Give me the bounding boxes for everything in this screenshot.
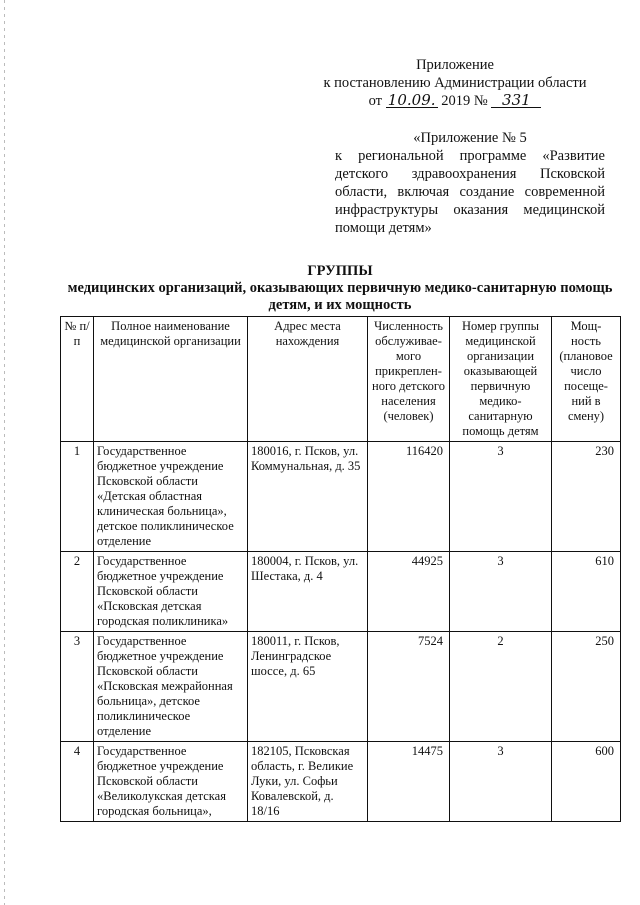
row-group: 3: [450, 742, 552, 822]
table-row: [61, 632, 621, 742]
table-row: [61, 742, 621, 822]
row-capacity: 230: [552, 442, 621, 552]
row-num: 2: [61, 552, 94, 632]
row-num: 4: [61, 742, 94, 822]
table-row: [61, 442, 621, 552]
row-address: 182105, Псковская область, г. Великие Луки, ул. Софьи Ковалевской, д. 18/16: [248, 742, 368, 822]
row-population: 116420: [368, 442, 450, 552]
row-address: 180011, г. Псков, Ленинградское шоссе, д. 65: [248, 632, 368, 742]
row-population: 14475: [368, 742, 450, 822]
row-group: 2: [450, 632, 552, 742]
row-num: 1: [61, 442, 94, 552]
groups-table: [60, 316, 621, 822]
header-address: Адрес места нахождения: [248, 317, 368, 442]
approval-date-line: [305, 92, 605, 110]
from-prefix: от: [368, 93, 383, 109]
table-row: [61, 552, 621, 632]
row-population: 44925: [368, 552, 450, 632]
title-line-2: медицинских организаций, оказывающих первичную медико-санитарную помощь детям, и их мощность: [67, 280, 613, 313]
row-address: 180016, г. Псков, ул. Коммунальная, д. 35: [248, 442, 368, 552]
page-edge: [4, 0, 5, 905]
title-line-1: ГРУППЫ: [307, 263, 373, 279]
handwritten-number: 331: [491, 93, 541, 108]
document-title: [60, 263, 620, 314]
row-capacity: 250: [552, 632, 621, 742]
approval-block: [305, 56, 605, 110]
row-name: Государственное бюджетное учреждение Псковской области «Великолукская детская городская больница»,: [94, 742, 248, 822]
row-name: Государственное бюджетное учреждение Псковской области «Детская областная клиническая больница», детское поликлиническое отделение: [94, 442, 248, 552]
header-capacity: Мощ- ность (плановое число посеще- ний в смену): [552, 317, 621, 442]
row-capacity: 600: [552, 742, 621, 822]
row-num: 3: [61, 632, 94, 742]
handwritten-date: 10.09.: [386, 93, 438, 108]
approval-line-2: к постановлению Администрации области: [323, 75, 587, 91]
year-text: 2019 №: [441, 93, 488, 109]
row-capacity: 610: [552, 552, 621, 632]
annex-block: [335, 129, 605, 237]
annex-body: к региональной программе «Развитие детского здравоохранения Псковской области, включая создание современной инфраструктуры оказания медицинской помощи детям»: [335, 148, 605, 236]
approval-line-1: Приложение: [416, 57, 494, 73]
row-population: 7524: [368, 632, 450, 742]
row-group: 3: [450, 552, 552, 632]
row-name: Государственное бюджетное учреждение Псковской области «Псковская детская городская поликлиника»: [94, 552, 248, 632]
annex-title: «Приложение № 5: [413, 130, 527, 146]
header-group: Номер группы медицинской организации оказывающей первичную медико- санитарную помощь детям: [450, 317, 552, 442]
row-group: 3: [450, 442, 552, 552]
header-population: Численность обслуживае- мого прикреплен- ного детского населения (человек): [368, 317, 450, 442]
table-header-row: [61, 317, 621, 442]
header-num: № п/п: [61, 317, 94, 442]
row-name: Государственное бюджетное учреждение Псковской области «Псковская межрайонная больница», детское поликлиническое отделение: [94, 632, 248, 742]
header-name: Полное наименование медицинской организации: [94, 317, 248, 442]
row-address: 180004, г. Псков, ул. Шестака, д. 4: [248, 552, 368, 632]
